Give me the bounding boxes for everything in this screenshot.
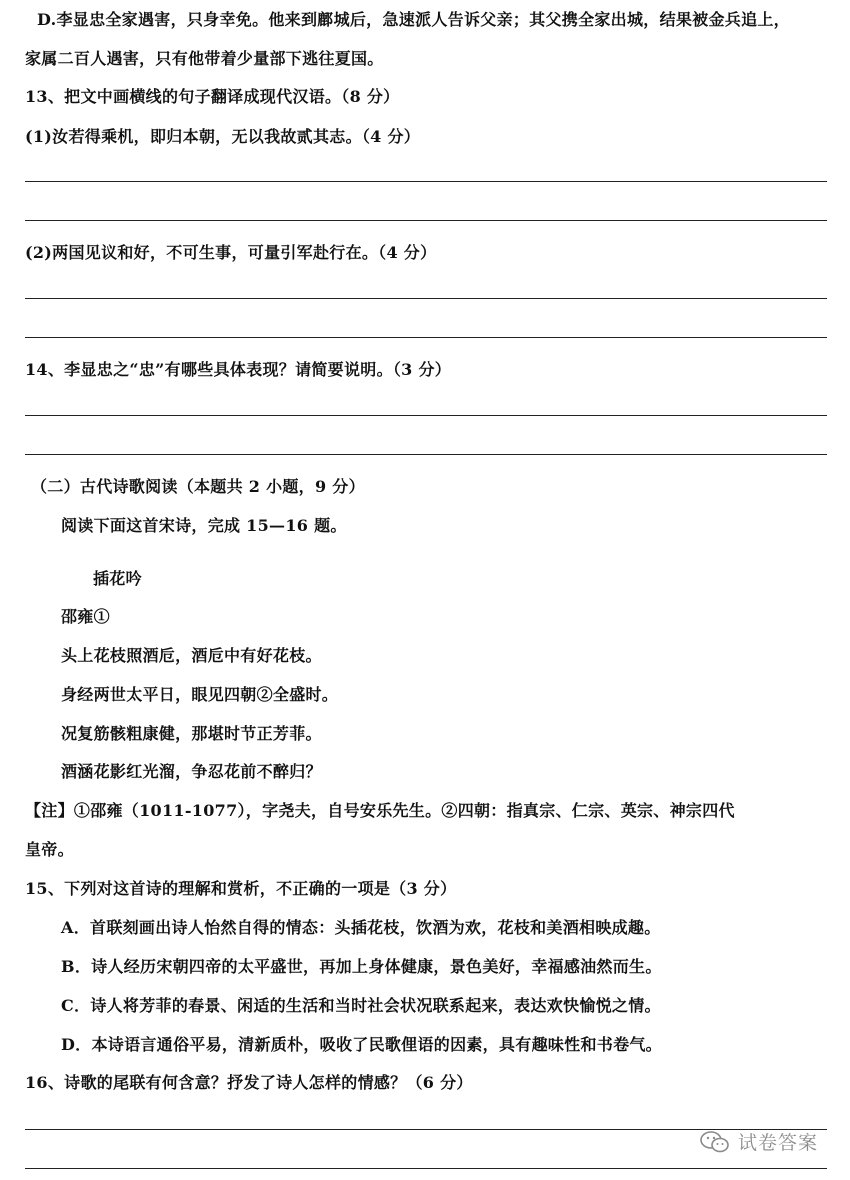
question-16: 16、诗歌的尾联有何含意？抒发了诗人怎样的情感？（6 分） xyxy=(25,1073,473,1092)
section-instruction: 阅读下面这首宋诗，完成 15—16 题。 xyxy=(61,516,347,535)
poem-line: 酒涵花影红光溜，争忍花前不醉归？ xyxy=(61,762,322,781)
question-13-sub1: (1)汝若得乘机，即归本朝，无以我故贰其志。（4 分） xyxy=(25,127,421,146)
answer-line xyxy=(25,415,827,416)
answer-line xyxy=(25,181,827,182)
watermark xyxy=(700,1128,818,1155)
q12-option-d-line1: D.李显忠全家遇害，只身幸免。他来到鄜城后，急速派人告诉父亲；其父携全家出城，结果被金兵追上， xyxy=(37,10,790,29)
poem-line: 况复筋骸粗康健，那堪时节正芳菲。 xyxy=(61,724,322,743)
question-15-stem: 15、下列对这首诗的理解和赏析，不正确的一项是（3 分） xyxy=(25,879,457,898)
answer-line xyxy=(25,454,827,455)
poem-line: 头上花枝照酒卮，酒卮中有好花枝。 xyxy=(61,646,322,665)
answer-line xyxy=(25,1168,827,1169)
question-14: 14、李显忠之“忠”有哪些具体表现？请简要说明。（3 分） xyxy=(25,360,452,379)
question-13-sub2: (2)两国见议和好，不可生事，可量引军赴行在。（4 分） xyxy=(25,243,437,262)
question-13-stem: 13、把文中画横线的句子翻译成现代汉语。（8 分） xyxy=(25,87,400,106)
answer-line xyxy=(25,337,827,338)
poem-note-cont: 皇帝。 xyxy=(25,840,74,859)
q12-option-d-line2: 家属二百人遇害，只有他带着少量部下逃往夏国。 xyxy=(25,49,384,68)
poem-note: 【注】①邵雍（1011-1077），字尧夫，自号安乐先生。②四朝：指真宗、仁宗、英宗、神宗四代 xyxy=(25,801,735,820)
answer-line xyxy=(25,220,827,221)
section-heading: （二）古代诗歌阅读（本题共 2 小题，9 分） xyxy=(31,477,365,496)
poem-title: 插花吟 xyxy=(93,569,142,588)
question-15-option-a: A．首联刻画出诗人怡然自得的情态：头插花枝，饮酒为欢，花枝和美酒相映成趣。 xyxy=(61,918,661,937)
question-15-option-c: C．诗人将芳菲的春景、闲适的生活和当时社会状况联系起来，表达欢快愉悦之情。 xyxy=(61,996,661,1015)
poem-line: 身经两世太平日，眼见四朝②全盛时。 xyxy=(61,685,339,704)
answer-line xyxy=(25,298,827,299)
question-15-option-b: B．诗人经历宋朝四帝的太平盛世，再加上身体健康，景色美好，幸福感油然而生。 xyxy=(61,957,662,976)
question-15-option-d: D．本诗语言通俗平易，清新质朴，吸收了民歌俚语的因素，具有趣味性和书卷气。 xyxy=(61,1035,662,1054)
poem-author: 邵雍① xyxy=(61,607,110,626)
wechat-icon xyxy=(700,1130,730,1154)
watermark-text: 试卷答案 xyxy=(738,1132,819,1154)
